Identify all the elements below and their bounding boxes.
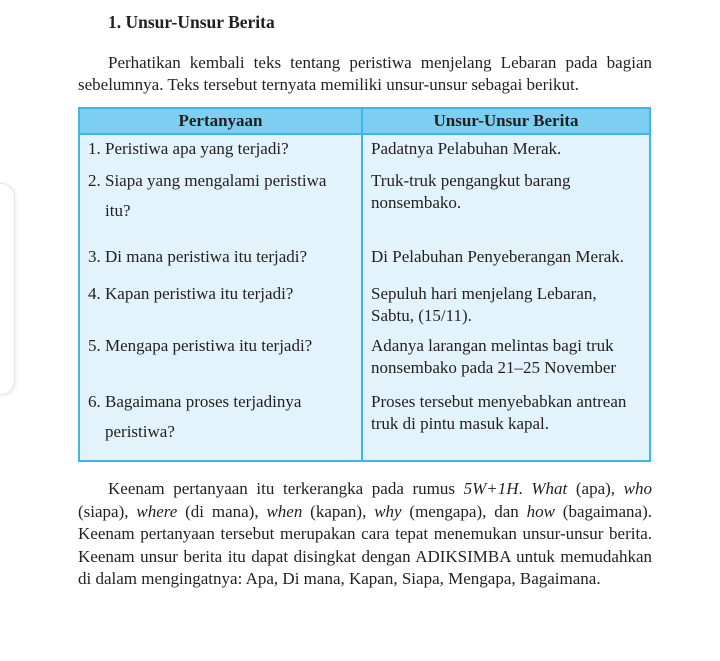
text-run: Keenam pertanyaan itu terkerangka pada rumus [108, 479, 464, 498]
table-row [79, 170, 650, 246]
term-why: why [374, 501, 402, 521]
text-run: (mengapa), dan [401, 501, 527, 521]
table-row [79, 335, 650, 391]
term-what: What [531, 479, 568, 498]
term-where: where [136, 501, 178, 521]
text-run: (di mana), [177, 501, 267, 521]
table-row [79, 246, 650, 283]
text-run: (apa), [567, 479, 624, 498]
header-question: Pertanyaan [79, 108, 362, 134]
text-run: (kapan), [302, 501, 375, 521]
text-run: . [518, 479, 532, 498]
answer-cell: Adanya larangan melintas bagi truk nonsembako pada 21–25 November [371, 336, 617, 377]
intro-paragraph: Perhatikan kembali teks tentang peristiwa menjelang Lebaran pada bagian sebelumnya. Teks tersebut ternyata memiliki unsur-unsur sebagai berikut. [78, 53, 652, 94]
table-row [79, 134, 650, 170]
question-text: 3. Di mana peristiwa itu terjadi? [88, 247, 308, 266]
table-header-row [79, 108, 650, 134]
table-row [79, 283, 650, 335]
question-text: 5. Mengapa peristiwa itu terjadi? [88, 336, 313, 355]
text-run: (siapa), [78, 501, 137, 521]
question-text-cont: peristiwa? [105, 422, 175, 441]
answer-cell: Sepuluh hari menjelang Lebaran, Sabtu, (15/11). [371, 284, 597, 325]
table-row [79, 391, 650, 461]
question-cell [79, 283, 362, 335]
question-cell [79, 335, 362, 391]
question-cell [79, 246, 362, 283]
term-who: who [623, 479, 652, 498]
question-text: 1. Peristiwa apa yang terjadi? [88, 139, 289, 158]
answer-cell: Proses tersebut menyebabkan antrean truk di pintu masuk kapal. [371, 392, 627, 433]
text-run: (bagaimana). Keenam pertanyaan tersebut merupakan cara tepat menemukan unsur-unsur berita. Keenam unsur berita itu dapat disingkat dengan ADIKSIMBA untuk memudahkan di dalam mengingatnya: Apa, Di mana, Kapan, Siapa, Mengapa, Bagaimana. [78, 501, 653, 588]
formula-text: 5W+1H [463, 479, 519, 498]
answer-cell: Truk-truk pengangkut barang nonsembako. [371, 171, 571, 212]
body-paragraph [78, 478, 652, 591]
question-text-cont: itu? [105, 201, 131, 220]
header-elements: Unsur-Unsur Berita [362, 108, 650, 134]
question-text: 2. Siapa yang mengalami peristiwa [88, 171, 327, 190]
question-text: 6. Bagaimana proses terjadinya [88, 392, 302, 411]
term-when: when [266, 501, 303, 521]
term-how: how [526, 501, 555, 521]
news-elements-table [78, 107, 651, 462]
question-cell [79, 170, 362, 246]
question-text: 4. Kapan peristiwa itu terjadi? [88, 284, 294, 303]
answer-cell: Di Pelabuhan Penyeberangan Merak. [371, 247, 625, 266]
question-cell [79, 391, 362, 461]
section-title: 1. Unsur-Unsur Berita [108, 12, 275, 32]
question-cell [79, 134, 362, 170]
side-card-edge [0, 183, 15, 395]
answer-cell: Padatnya Pelabuhan Merak. [371, 139, 562, 158]
